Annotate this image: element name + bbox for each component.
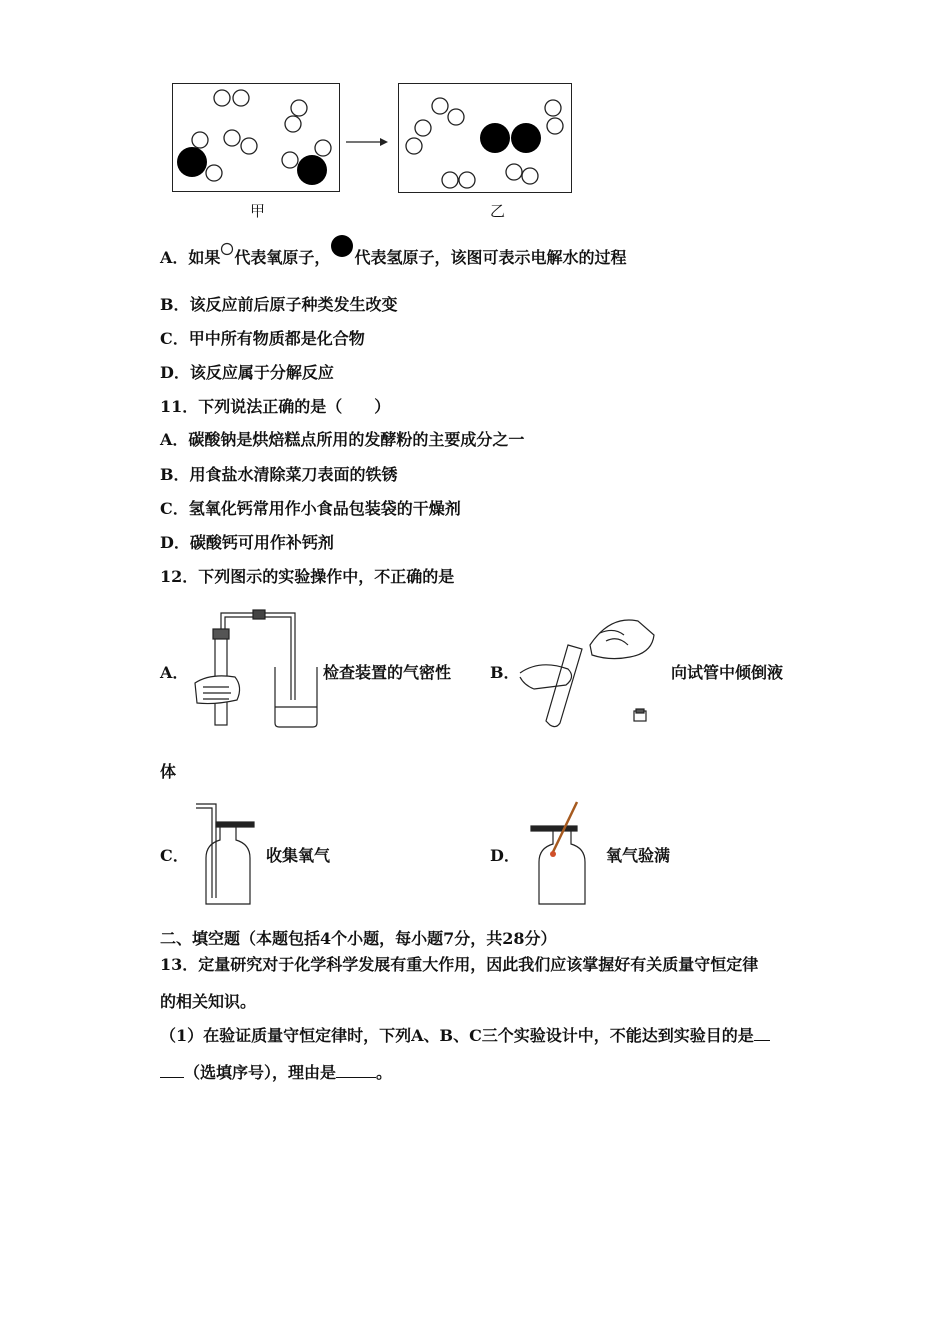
oxygen-atom [448,109,464,125]
collect-oxygen-figure [192,800,262,910]
q12-a-text: 检查装置的气密性 [323,663,452,682]
q11-option-a: A．碳酸钠是烘焙糕点所用的发酵粉的主要成分之一 [160,430,525,449]
arrow-head-icon [380,138,388,146]
oxygen-atom [192,132,208,148]
q10-option-c: C．甲中所有物质都是化合物 [160,329,365,348]
q13-part1-line2: （选填序号），理由是 。 [160,1063,392,1083]
oxygen-atom [406,138,422,154]
q12-b-letter: B． [490,663,520,682]
oxygen-atom [224,130,240,146]
reason-blank[interactable] [336,1063,376,1078]
answer-blank[interactable] [754,1026,770,1041]
oxygen-atom [506,164,522,180]
oxygen-atom [315,140,331,156]
q12-c-text: 收集氧气 [266,846,331,865]
caption-before: 甲 [250,202,266,220]
oxygen-atom [432,98,448,114]
q11-option-d: D．碳酸钙可用作补钙剂 [160,533,334,552]
oxygen-atom [285,116,301,132]
q10-option-b: B．该反应前后原子种类发生改变 [160,295,398,314]
q11-stem: 11．下列说法正确的是（ ） [160,397,391,416]
open-circle-icon [220,242,234,256]
section2-heading: 二、填空题（本题包括4个小题，每小题7分，共28分） [160,929,557,948]
answer-blank[interactable] [160,1063,184,1078]
oxygen-atom [282,152,298,168]
q11-option-c: C．氢氧化钙常用作小食品包装袋的干燥剂 [160,499,461,518]
pour-liquid-figure [520,605,670,735]
oxygen-full-test-figure [525,800,595,910]
molecule-diagram [0,0,950,230]
oxygen-atom [241,138,257,154]
q13-stem-line2: 的相关知识。 [160,992,257,1011]
q12-d-letter: D． [490,846,520,865]
q12-d-text: 氧气验满 [606,846,671,865]
q12-stem: 12．下列图示的实验操作中，不正确的是 [160,567,455,586]
q13-part1-line1: （1）在验证质量守恒定律时，下列A、B、C三个实验设计中，不能达到实验目的是 [160,1026,770,1046]
oxygen-atom [545,100,561,116]
q12-c-letter: C． [160,846,189,865]
q13-stem-line1: 13．定量研究对于化学科学发展有重大作用，因此我们应该掌握好有关质量守恒定律 [160,955,759,974]
oxygen-atom [459,172,475,188]
oxygen-atom [214,90,230,106]
q12-b-text: 向试管中倾倒液 [671,663,784,682]
hydrogen-atom [511,123,541,153]
oxygen-atom [547,118,563,134]
caption-after: 乙 [490,202,506,220]
hydrogen-atom [297,155,327,185]
q12-b-wrap: 体 [160,762,177,781]
oxygen-atom [442,172,458,188]
oxygen-atom [522,168,538,184]
spark-icon [550,851,556,857]
oxygen-atom [206,165,222,181]
filled-circle-icon [330,234,354,258]
q12-a-letter: A． [160,663,189,682]
hydrogen-atom [177,147,207,177]
q10-option-d: D．该反应属于分解反应 [160,363,334,382]
oxygen-atom [415,120,431,136]
oxygen-atom [291,100,307,116]
q11-option-b: B．用食盐水清除菜刀表面的铁锈 [160,465,398,484]
hydrogen-atom [480,123,510,153]
airtightness-apparatus-figure [185,605,325,735]
oxygen-atom [233,90,249,106]
q10-option-a: A．如果 代表氧原子， 代表氢原子，该图可表示电解水的过程 [160,248,626,272]
